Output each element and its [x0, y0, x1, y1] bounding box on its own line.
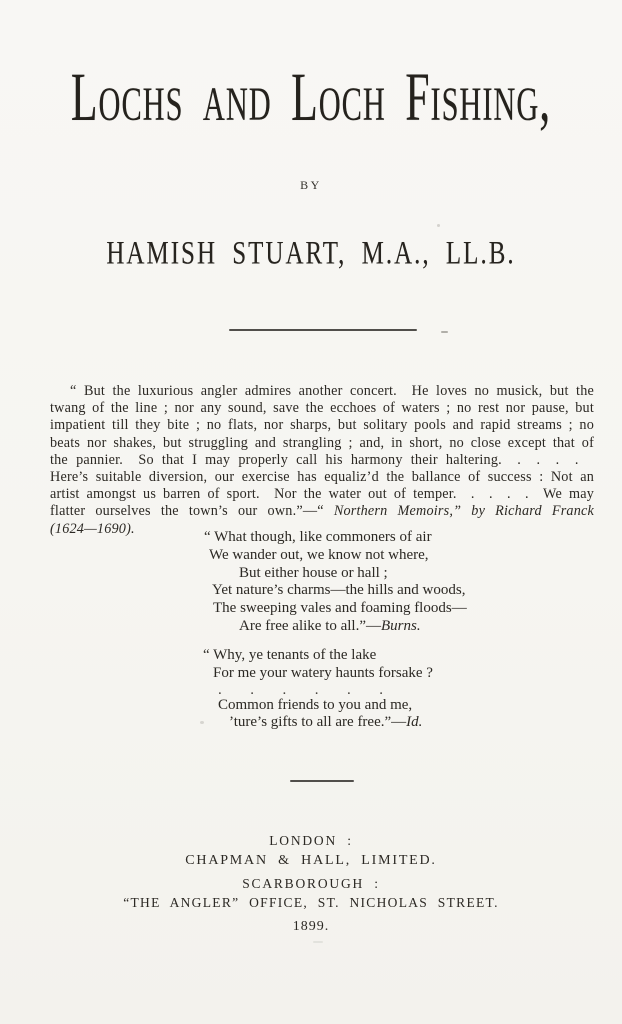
epigraph-poem-burns: [204, 529, 467, 636]
epigraph-poem-id: [203, 647, 433, 732]
poem2-ellipsis-dots: . . . . . .: [218, 681, 385, 698]
byline-by-label: BY: [300, 178, 322, 192]
book-title: Lochs and Loch Fishing,: [70, 58, 552, 135]
poem2-attribution: Id.: [406, 714, 423, 731]
poem1-line-6: [239, 618, 467, 636]
print-artifact-dash: [441, 331, 448, 333]
divider-rule-bottom: [290, 780, 354, 782]
poem1-line-1: “ What though, like commoners of air: [204, 529, 432, 545]
scan-speck: [313, 941, 323, 943]
epigraph-prose-attribution: Northern Memoirs,” by Richard Franck (1624—1690).: [50, 503, 594, 537]
poem1-line-4: Yet nature’s charms—the hills and woods,: [212, 582, 466, 599]
epigraph-prose: [50, 383, 594, 538]
imprint-year: 1899.: [292, 919, 330, 934]
imprint-publisher: CHAPMAN & HALL, LIMITED.: [185, 853, 437, 868]
imprint-city-scarborough: SCARBOROUGH :: [242, 876, 380, 891]
poem2-line-4: [229, 714, 433, 732]
poem2-line-2: For me your watery haunts forsake ?: [213, 664, 433, 681]
imprint-city-london: LONDON :: [269, 833, 353, 848]
poem2-line-1: “ Why, ye tenants of the lake: [203, 647, 377, 663]
imprint-block: [0, 833, 622, 935]
poem2-line-3: Common friends to you and me,: [218, 696, 413, 713]
author-name: HAMISH STUART, M.A., LL.B.: [106, 236, 516, 272]
divider-rule-top: [229, 329, 417, 331]
poem1-attribution: Burns.: [381, 617, 421, 634]
poem1-line-3: But either house or hall ;: [239, 564, 388, 581]
poem1-line-2: We wander out, we know not where,: [209, 546, 429, 563]
poem1-line-5: The sweeping vales and foaming floods—: [213, 600, 467, 617]
poem1-line-6-text: Are free alike to all.”—: [239, 617, 382, 634]
epigraph-prose-text: “ But the luxurious angler admires another concert. He loves no musick, but the twang of the line ; nor any sound, save the ecchoes of waters ; no rest nor pause, but impatient till they bite ; no flats, nor sharps, but solitary pools and rapid streams ; no beats nor shakes, but struggling and strangling ; and, in short, no close except that of the pannier. So that I may properly call his harmony their haltering. . . . . Here’s suitable diversion, our exercise has equaliz’d the ballance of success : Not an artist amongst us barren of sport. Nor the water out of temper. . . . . We may flatter ourselves the town’s our own.”—“: [50, 383, 594, 520]
scan-speck: [200, 721, 204, 724]
poem2-line-4-text: ’ture’s gifts to all are free.”—: [229, 714, 407, 731]
scan-speck: [437, 224, 440, 227]
imprint-office-address: “THE ANGLER” OFFICE, ST. NICHOLAS STREET.: [123, 895, 499, 910]
